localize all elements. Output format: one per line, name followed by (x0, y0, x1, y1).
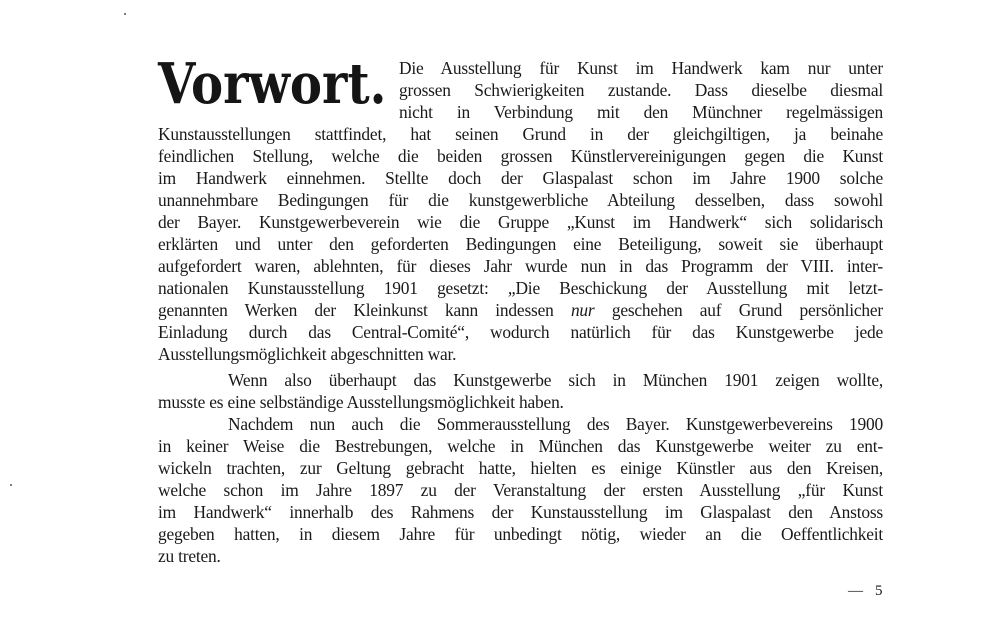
text-line-with-emphasis (158, 299, 883, 321)
text-line: grossen Schwierigkeiten zustande. Dass dieselbe diesmal (399, 80, 883, 100)
text-line: Kunstausstellungen stattfindet, hat seinen Grund in der gleichgiltigen, ja beinahe (158, 124, 883, 144)
text-line: Die Ausstellung für Kunst im Handwerk kam nur unter (399, 58, 883, 78)
text-line: Nachdem nun auch die Sommerausstellung des Bayer. Kunstgewerbevereins 1900 (228, 414, 883, 434)
page-number (848, 580, 883, 602)
text-fragment: geschehen auf Grund persönlicher (611, 300, 883, 320)
text-line: musste es eine selbständige Ausstellungsmöglichkeit haben. (158, 392, 564, 412)
page-heading: Vorwort. (158, 51, 387, 117)
text-line: welche schon im Jahre 1897 zu der Veranstaltung der ersten Ausstellung „für Kunst (158, 480, 883, 500)
paragraph-2 (158, 369, 883, 413)
text-line: wickeln trachten, zur Geltung gebracht hatte, hielten es einige Künstler aus den Kreisen, (158, 458, 883, 478)
text-line: erklärten und unter den geforderten Bedingungen eine Beteiligung, soweit sie überhaupt (158, 234, 883, 254)
text-line: nationalen Kunstausstellung 1901 gesetzt: „Die Beschickung der Ausstellung mit letzt- (158, 278, 883, 298)
page-number-value: 5 (875, 583, 883, 599)
text-line: Wenn also überhaupt das Kunstgewerbe sich in München 1901 zeigen wollte, (228, 370, 883, 390)
text-line: Ausstellungsmöglichkeit abgeschnitten war. (158, 344, 457, 364)
text-line: feindlichen Stellung, welche die beiden grossen Künstlervereinigungen gegen die Kunst (158, 146, 883, 166)
text-fragment: genannten Werken der Kleinkunst kann indessen (158, 300, 554, 320)
text-line: in keiner Weise die Bestrebungen, welche in München das Kunstgewerbe weiter zu ent- (158, 436, 883, 456)
paragraph-3 (158, 413, 883, 567)
text-line: zu treten. (158, 546, 221, 566)
scan-speck (10, 484, 12, 486)
text-line: nicht in Verbindung mit den Münchner regelmässigen (399, 102, 883, 122)
paragraph-1 (158, 57, 883, 365)
text-line: unannehmbare Bedingungen für die kunstgewerbliche Abteilung desselben, dass sowohl (158, 190, 883, 210)
text-line: Einladung durch das Central-Comité“, wodurch natürlich für das Kunstgewerbe jede (158, 322, 883, 342)
text-line: im Handwerk“ innerhalb des Rahmens der Kunstausstellung im Glaspalast den Anstoss (158, 502, 883, 522)
text-line: im Handwerk einnehmen. Stellte doch der Glaspalast schon im Jahre 1900 solche (158, 168, 883, 188)
page-number-dash: — (848, 583, 863, 599)
emphasized-word: nur (570, 300, 595, 320)
text-line: gegeben hatten, in diesem Jahre für unbedingt nötig, wieder an die Oeffentlichkeit (158, 524, 883, 544)
text-line: der Bayer. Kunstgewerbeverein wie die Gruppe „Kunst im Handwerk“ sich solidarisch (158, 212, 883, 232)
text-line: aufgefordert waren, ablehnten, für dieses Jahr wurde nun in das Programm der VIII. inter- (158, 256, 883, 276)
scan-speck (124, 13, 126, 15)
